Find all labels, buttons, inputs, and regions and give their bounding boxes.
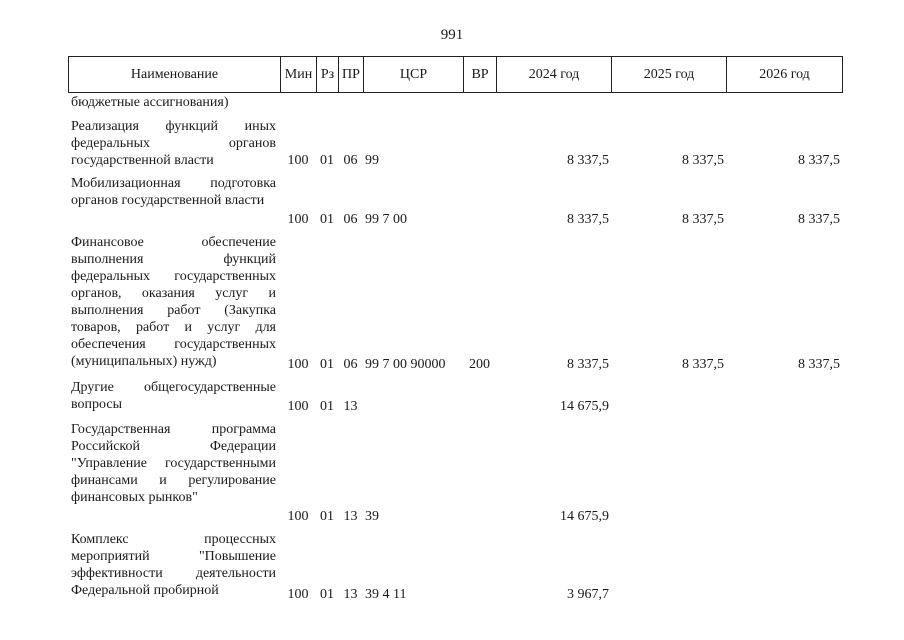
row-pr: 13: [343, 399, 358, 414]
table-row: [68, 379, 842, 421]
row-name: бюджетные ассигнования): [71, 95, 229, 110]
row-csr: 39 4 11: [365, 587, 407, 602]
header-csr: ЦСР: [364, 57, 464, 93]
row-rz: 01: [320, 357, 334, 372]
header-name: Наименование: [69, 57, 281, 93]
row-vr: 200: [469, 357, 490, 372]
table-row: [68, 531, 842, 603]
row-2025: [611, 421, 726, 531]
row-vr: [463, 421, 496, 531]
row-name: Финансовое обеспечение выполнения функций федеральных государственных органов, оказания услуг и выполнения работ (Закупка товаров, работ и услуг для обеспечения государственных (муниципальных) нужд): [71, 235, 276, 369]
row-min: 100: [287, 587, 309, 602]
header-vr: ВР: [464, 57, 497, 93]
row-2024: 3 967,7: [567, 587, 609, 602]
row-2024: 8 337,5: [567, 153, 609, 168]
row-name: Реализация функций иных федеральных органов государственной власти: [71, 119, 276, 168]
row-rz: 01: [320, 399, 334, 414]
header-pr: ПР: [339, 57, 364, 93]
header-2026: 2026 год: [727, 57, 843, 93]
row-2026: 8 337,5: [798, 212, 840, 227]
row-min: 100: [287, 153, 309, 168]
row-2024: 14 675,9: [560, 399, 609, 414]
row-rz: [316, 94, 338, 118]
row-min: 100: [287, 212, 309, 227]
header-rz: Рз: [317, 57, 339, 93]
row-rz: 01: [320, 509, 334, 524]
row-2026: 8 337,5: [798, 357, 840, 372]
row-pr: 06: [343, 212, 358, 227]
row-2024: 14 675,9: [560, 509, 609, 524]
row-csr: 99: [365, 153, 379, 168]
table-row: [68, 118, 842, 175]
row-min: 100: [287, 509, 309, 524]
header-2025: 2025 год: [612, 57, 727, 93]
row-min: [280, 94, 316, 118]
row-name: Государственная программа Российской Федерации "Управление государственными финансами и регулирование финансовых рынков": [71, 422, 276, 505]
table-row: [68, 421, 842, 531]
row-csr: 99 7 00: [365, 212, 407, 227]
row-vr: [463, 379, 496, 421]
page-number: 991: [440, 27, 464, 43]
row-2025: 8 337,5: [682, 212, 724, 227]
row-pr: 06: [343, 357, 358, 372]
row-2025: 8 337,5: [682, 357, 724, 372]
row-2026: 8 337,5: [798, 153, 840, 168]
row-name: Другие общегосударственные вопросы: [71, 380, 276, 412]
table-header: [68, 56, 843, 93]
row-csr: 99 7 00 90000: [365, 357, 446, 372]
row-2026: [726, 421, 842, 531]
row-2026: [726, 94, 842, 118]
row-rz: 01: [320, 153, 334, 168]
row-vr: [463, 94, 496, 118]
row-csr: 39: [365, 509, 379, 524]
table-row: [68, 94, 842, 118]
row-2025: [611, 379, 726, 421]
row-2024: [496, 94, 611, 118]
row-pr: 13: [343, 587, 358, 602]
row-rz: 01: [320, 587, 334, 602]
row-name: Мобилизационная подготовка органов государственной власти: [71, 176, 276, 208]
row-rz: 01: [320, 212, 334, 227]
row-csr: [363, 94, 463, 118]
row-vr: [463, 531, 496, 603]
row-2026: [726, 379, 842, 421]
row-min: 100: [287, 357, 309, 372]
budget-table: [68, 94, 842, 603]
row-2024: 8 337,5: [567, 212, 609, 227]
row-csr: [363, 379, 463, 421]
row-vr: [463, 175, 496, 234]
row-name: Комплекс процессных мероприятий "Повышение эффективности деятельности Федеральной пробирной: [71, 532, 276, 598]
row-pr: [338, 94, 363, 118]
row-2025: 8 337,5: [682, 153, 724, 168]
row-2024: 8 337,5: [567, 357, 609, 372]
row-min: 100: [287, 399, 309, 414]
row-2025: [611, 94, 726, 118]
row-pr: 06: [343, 153, 358, 168]
row-pr: 13: [343, 509, 358, 524]
header-min: Мин: [281, 57, 317, 93]
table-row: [68, 175, 842, 234]
row-2025: [611, 531, 726, 603]
row-vr: [463, 118, 496, 175]
header-2024: 2024 год: [497, 57, 612, 93]
row-2026: [726, 531, 842, 603]
table-row: [68, 234, 842, 379]
